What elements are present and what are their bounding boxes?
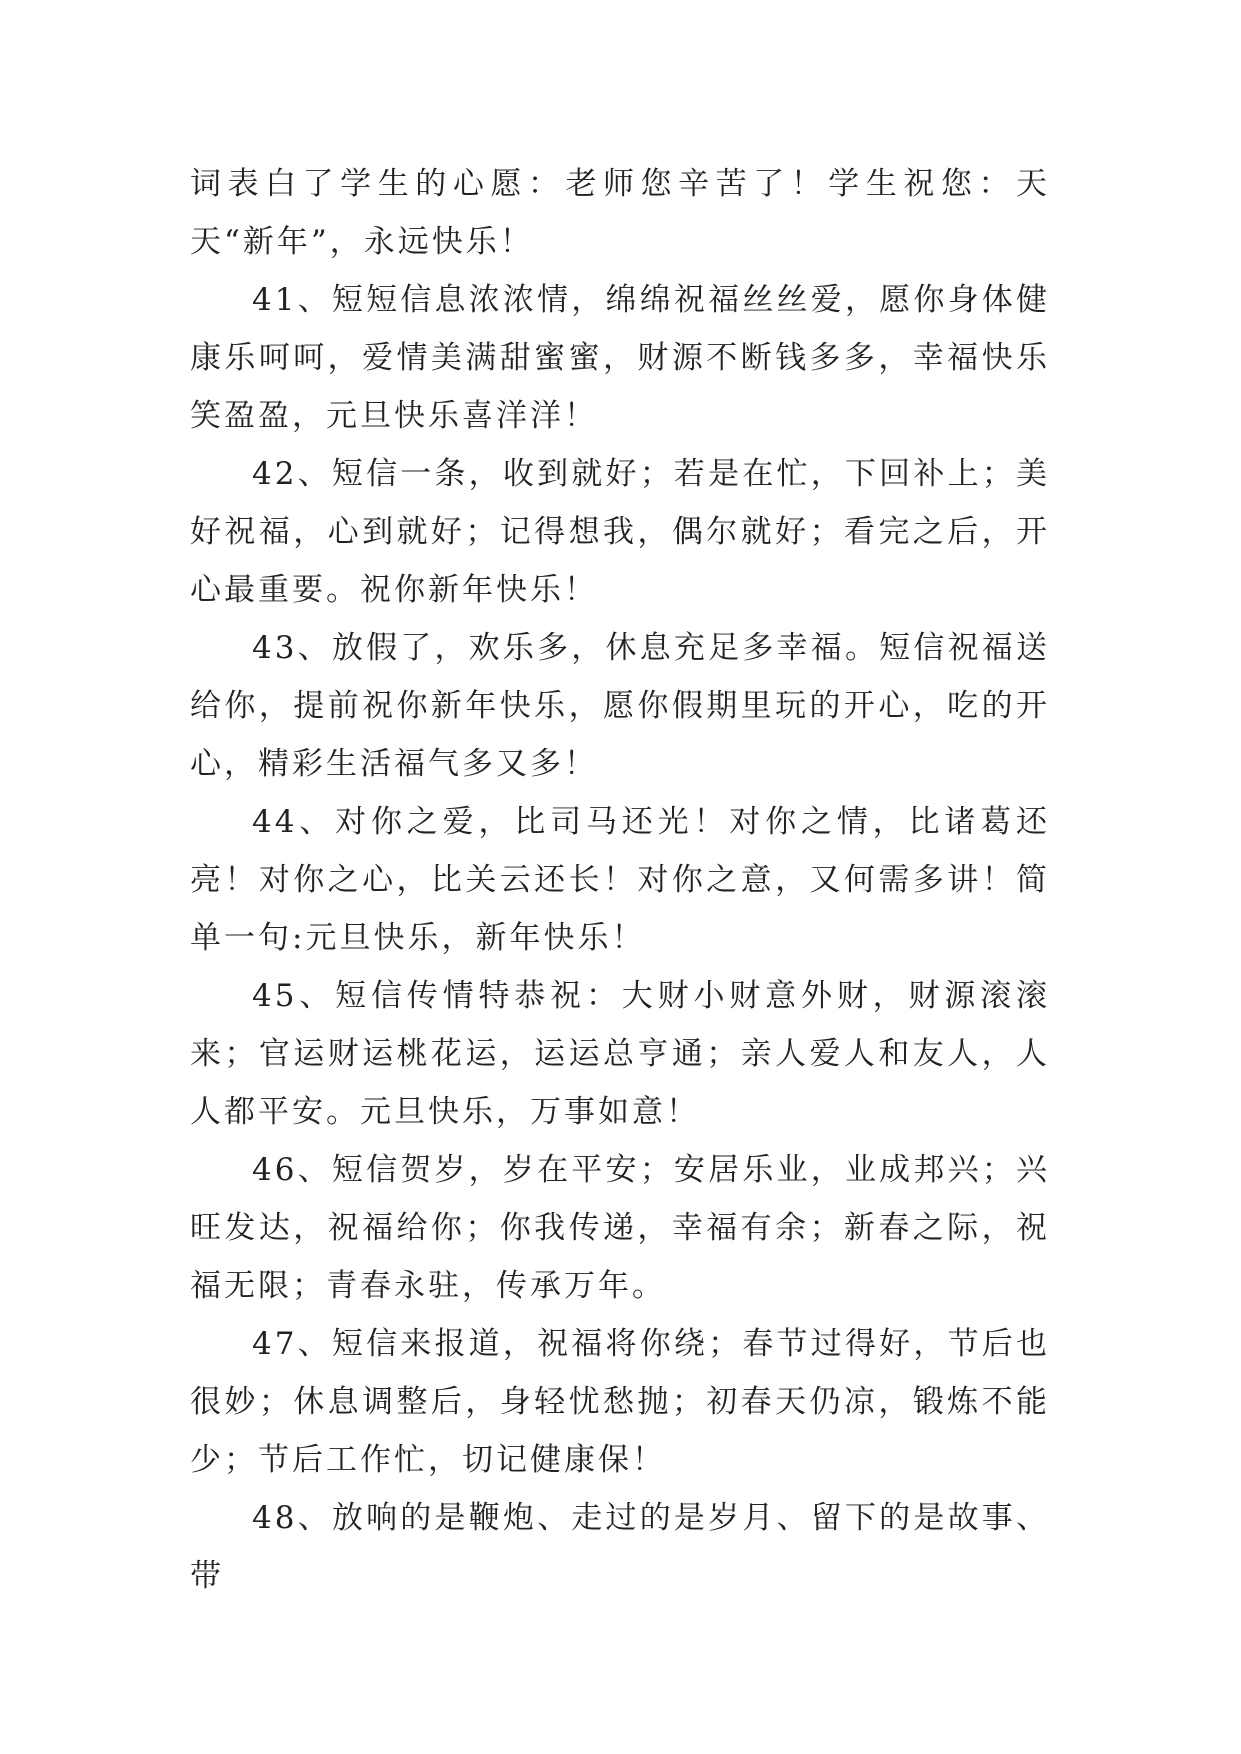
paragraph-46: 46、短信贺岁，岁在平安；安居乐业，业成邦兴；兴旺发达，祝福给你；你我传递，幸福有余；新春之际，祝福无限；青春永驻，传承万年。 [190, 1152, 1050, 1304]
document-body [190, 155, 1050, 1605]
paragraph-41: 41、短短信息浓浓情，绵绵祝福丝丝爱，愿你身体健康乐呵呵，爱情美满甜蜜蜜，财源不断钱多多，幸福快乐笑盈盈，元旦快乐喜洋洋！ [190, 282, 1050, 434]
paragraph-40-continuation: 词表白了学生的心愿：老师您辛苦了！学生祝您：天天“新年”，永远快乐！ [190, 166, 1050, 260]
paragraph-44: 44、对你之爱，比司马还光！对你之情，比诸葛还亮！对你之心，比关云还长！对你之意，又何需多讲！简单一句:元旦快乐，新年快乐！ [190, 804, 1050, 956]
paragraph-43: 43、放假了，欢乐多，休息充足多幸福。短信祝福送给你，提前祝你新年快乐，愿你假期里玩的开心，吃的开心，精彩生活福气多又多！ [190, 630, 1050, 782]
paragraph-45: 45、短信传情特恭祝：大财小财意外财，财源滚滚来；官运财运桃花运，运运总亨通；亲人爱人和友人，人人都平安。元旦快乐，万事如意！ [190, 978, 1050, 1130]
paragraph-47: 47、短信来报道，祝福将你绕；春节过得好，节后也很妙；休息调整后，身轻忧愁抛；初春天仍凉，锻炼不能少；节后工作忙，切记健康保！ [190, 1326, 1050, 1478]
paragraph-42: 42、短信一条，收到就好；若是在忙，下回补上；美好祝福，心到就好；记得想我，偶尔就好；看完之后，开心最重要。祝你新年快乐！ [190, 456, 1050, 608]
paragraph-48-start: 48、放响的是鞭炮、走过的是岁月、留下的是故事、带 [190, 1500, 1050, 1594]
